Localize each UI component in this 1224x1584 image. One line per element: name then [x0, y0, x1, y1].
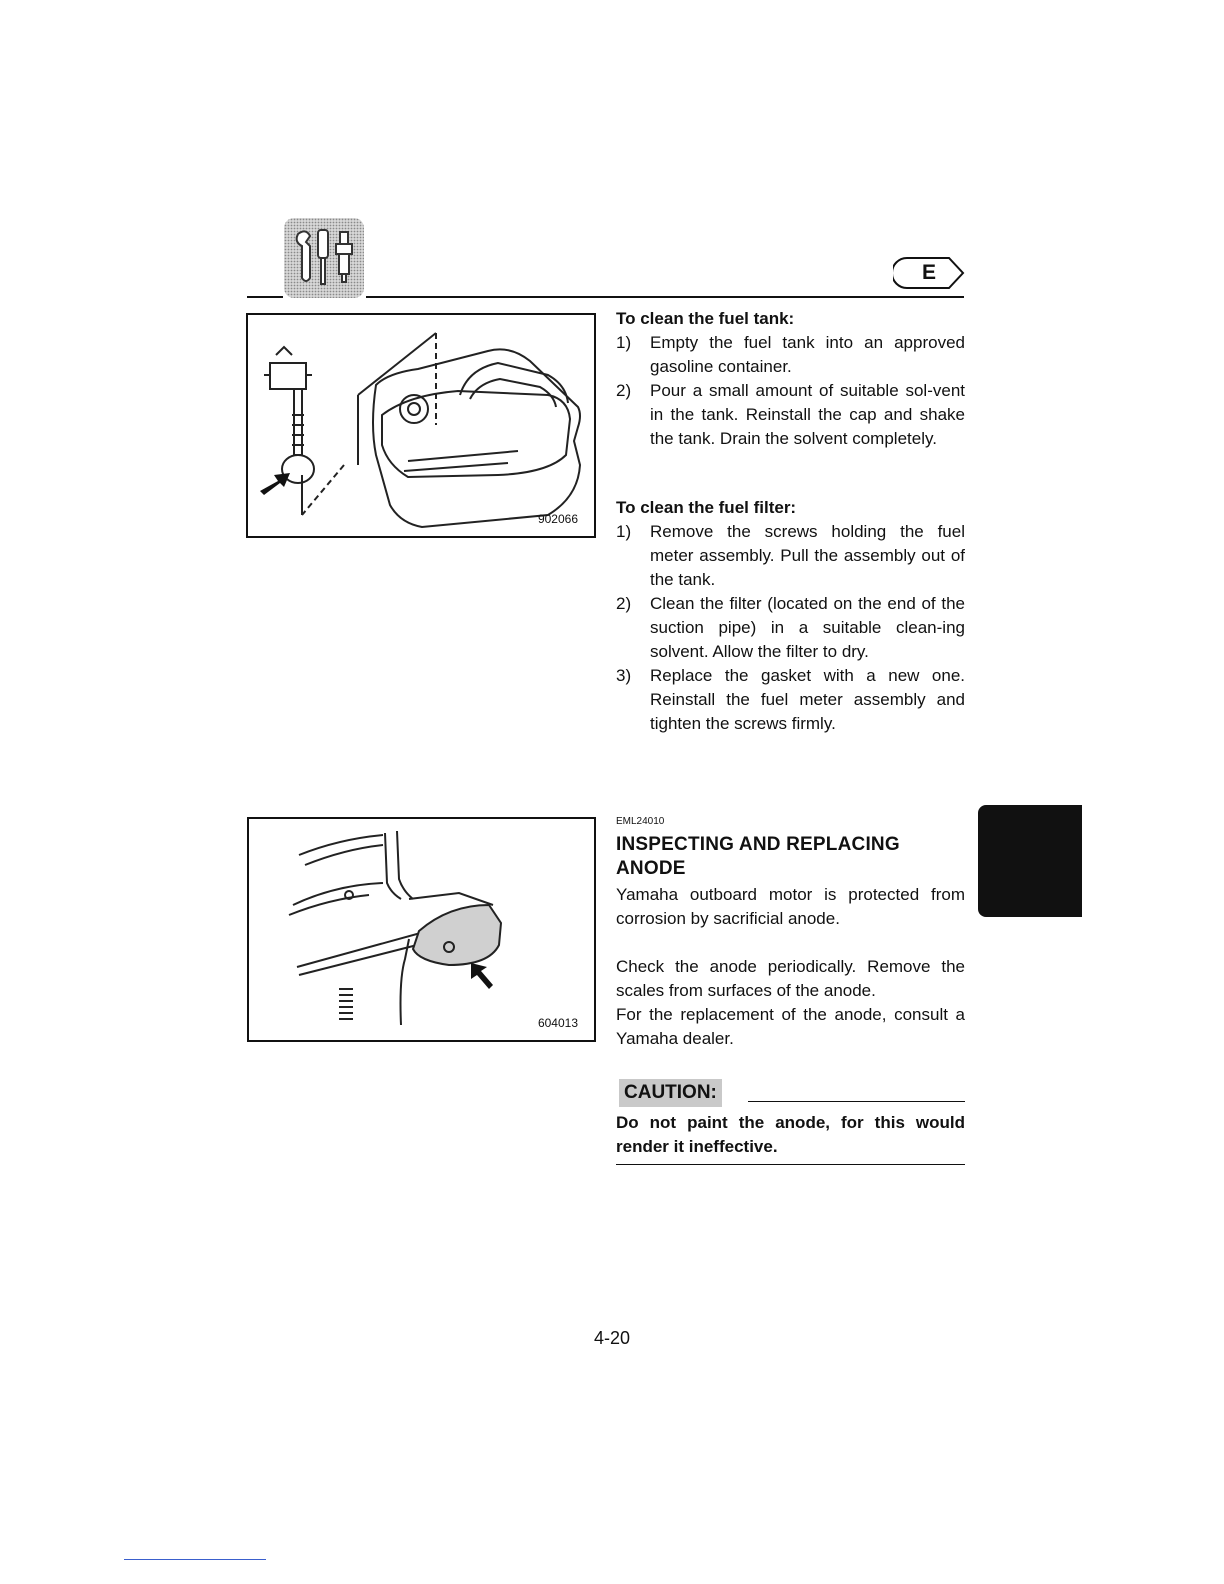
step-number: 3) [616, 666, 632, 685]
fuel-tank-section [616, 307, 965, 451]
section-title-line: ANODE [616, 858, 686, 879]
language-badge: E [921, 261, 936, 284]
step-text: Empty the fuel tank into an approved gasoline container. [650, 333, 965, 376]
section-title [616, 833, 965, 881]
caution-text: Do not paint the anode, for this would render it ineffective. [616, 1113, 965, 1156]
header-rule-left [247, 296, 283, 298]
header-rule-right [366, 296, 964, 298]
anode-illustration [249, 819, 594, 1040]
maintenance-tools-icon [284, 218, 364, 298]
fuel-tank-illustration [248, 315, 594, 536]
list-item [616, 592, 965, 664]
step-number: 1) [616, 333, 632, 352]
step-text: Replace the gasket with a new one. Reinstall the fuel meter assembly and tighten the screws firmly. [650, 666, 965, 733]
chapter-tab [978, 805, 1082, 917]
list-item [616, 520, 965, 592]
fuel-tank-figure [246, 313, 596, 538]
paragraph: Yamaha outboard motor is protected from corrosion by sacrificial anode. [616, 885, 965, 928]
figure-code: 902066 [537, 512, 578, 526]
anode-figure [247, 817, 596, 1042]
step-text: Clean the filter (located on the end of the suction pipe) in a suitable clean-ing solvent. Allow the filter to dry. [650, 594, 965, 661]
paragraph: For the replacement of the anode, consult a Yamaha dealer. [616, 1005, 965, 1048]
caution-bottom-rule [616, 1164, 965, 1165]
caution-label: CAUTION: [619, 1079, 722, 1107]
list-item [616, 379, 965, 451]
page-number: 4-20 [593, 1328, 631, 1348]
section-heading: To clean the fuel filter: [616, 498, 797, 517]
footnote-rule [124, 1559, 266, 1560]
figure-code: 604013 [537, 1016, 578, 1030]
caution-rule [748, 1101, 965, 1102]
step-text: Pour a small amount of suitable sol-vent in the tank. Reinstall the cap and shake the tank. Drain the solvent completely. [650, 381, 965, 448]
anode-body [616, 883, 965, 1051]
fuel-filter-section [616, 496, 965, 736]
paragraph: Check the anode periodically. Remove the scales from surfaces of the anode. [616, 957, 965, 1000]
list-item [616, 331, 965, 379]
section-code: EML24010 [616, 816, 665, 827]
step-text: Remove the screws holding the fuel meter assembly. Pull the assembly out of the tank. [650, 522, 965, 589]
step-number: 2) [616, 381, 632, 400]
step-number: 1) [616, 522, 632, 541]
section-title-line: INSPECTING AND REPLACING [616, 834, 900, 855]
section-heading: To clean the fuel tank: [616, 309, 795, 328]
step-number: 2) [616, 594, 632, 613]
list-item [616, 664, 965, 736]
